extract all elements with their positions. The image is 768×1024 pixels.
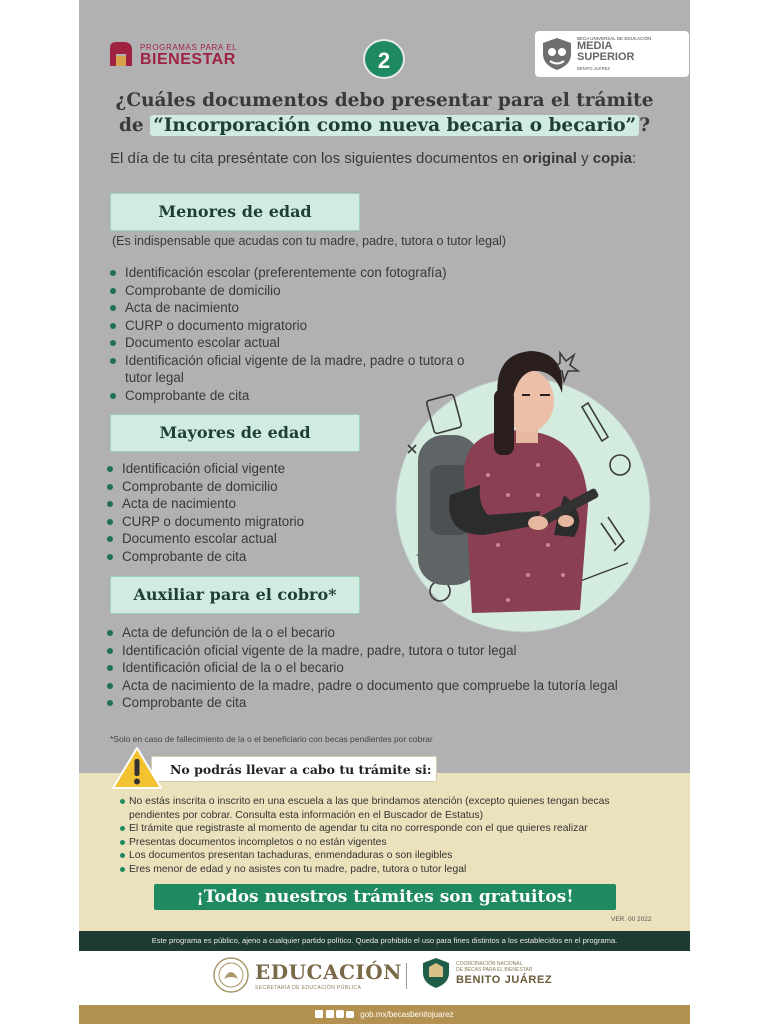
document-item: Identificación oficial vigente de la madre, padre o tutora o tutor legal	[109, 352, 469, 387]
twitter-icon[interactable]	[326, 1010, 334, 1018]
intro-end: :	[631, 150, 637, 167]
document-item: Acta de nacimiento	[106, 495, 406, 513]
adults-document-list	[106, 460, 406, 565]
instagram-icon[interactable]	[336, 1010, 344, 1018]
document-item: CURP o documento migratorio	[106, 513, 406, 531]
minors-note: (Es indispensable que acudas con tu madre, padre, tutora o tutor legal)	[112, 234, 506, 248]
main-question	[79, 88, 690, 138]
document-item: Comprobante de domicilio	[109, 282, 469, 300]
ms-title	[577, 41, 634, 63]
main-panel	[79, 0, 690, 773]
mexico-seal-icon	[213, 957, 249, 993]
document-item: Comprobante de domicilio	[106, 478, 406, 496]
auxiliary-footnote: *Solo en caso de fallecimiento de la o el beneficiario con becas pendientes por cobrar	[110, 734, 433, 744]
intro-mid: y	[576, 150, 593, 167]
document-item: Comprobante de cita	[106, 548, 406, 566]
warning-triangle-icon	[111, 746, 163, 790]
disclaimer-bar: Este programa es público, ajeno a cualquier partido político. Queda prohibido el uso para fines distintos a los establecidos en el programa.	[79, 931, 690, 951]
document-item: Identificación oficial vigente de la madre, padre, tutora o tutor legal	[106, 642, 626, 660]
condition-item: Los documentos presentan tachaduras, enmendaduras o son ilegibles	[119, 849, 659, 863]
section-heading-minors: Menores de edad	[110, 193, 360, 231]
cnb-small-line2: DE BECAS PARA EL BIENESTAR	[456, 967, 533, 973]
question-prefix: de	[118, 115, 151, 136]
intro-main: El día de tu cita preséntate con los siguientes documentos en	[110, 150, 523, 167]
document-item: Identificación escolar (preferentemente con fotografía)	[109, 264, 469, 282]
document-item: CURP o documento migratorio	[109, 317, 469, 335]
condition-item: Presentas documentos incompletos o no están vigentes	[119, 836, 659, 850]
student-illustration	[388, 345, 658, 635]
shield-icon	[542, 37, 572, 71]
question-line2	[79, 113, 690, 138]
youtube-icon[interactable]	[346, 1011, 354, 1018]
document-item: Documento escolar actual	[106, 530, 406, 548]
question-suffix: ?	[639, 115, 651, 136]
document-item: Identificación oficial vigente	[106, 460, 406, 478]
facebook-icon[interactable]	[315, 1010, 323, 1018]
footer-divider	[406, 963, 407, 989]
document-item: Documento escolar actual	[109, 334, 469, 352]
warning-conditions-list	[119, 795, 659, 876]
ms-line3: SUPERIOR	[577, 51, 635, 63]
document-item: Acta de nacimiento de la madre, padre o documento que compruebe la tutoría legal	[106, 677, 626, 695]
intro-original: original	[522, 150, 577, 167]
section-heading-adults: Mayores de edad	[110, 414, 360, 452]
bienestar-big-text: BIENESTAR	[140, 51, 236, 68]
sep-name: EDUCACIÓN	[255, 960, 402, 984]
step-number-badge: 2	[363, 39, 405, 79]
intro-copia: copia	[592, 150, 632, 167]
social-icons	[315, 1010, 356, 1019]
sep-subtitle: SECRETARÍA DE EDUCACIÓN PÚBLICA	[255, 985, 362, 991]
auxiliary-document-list	[106, 624, 626, 712]
question-highlight: “Incorporación como nueva becaria o becario”	[150, 115, 639, 136]
section-heading-auxiliary: Auxiliar para el cobro*	[110, 576, 360, 614]
bienestar-small-text: PROGRAMAS PARA EL	[140, 43, 238, 52]
condition-item: Eres menor de edad y no asistes con tu madre, padre, tutora o tutor legal	[119, 863, 659, 877]
ms-line4: BENITO JUÁREZ	[577, 66, 610, 71]
free-procedures-banner: ¡Todos nuestros trámites son gratuitos!	[154, 884, 616, 910]
bienestar-mark-icon	[110, 42, 132, 66]
question-line1: ¿Cuáles documentos debo presentar para el trámite	[115, 90, 654, 111]
condition-item: No estás inscrita o inscrito en una escuela a las que brindamos atención (excepto quienes tengan becas pendientes por cobrar. Consulta esta información en el Buscador de Estatus)	[119, 795, 659, 822]
cnb-small-text	[456, 961, 532, 973]
media-superior-logo	[535, 31, 689, 77]
ms-line1: BECA UNIVERSAL DE EDUCACIÓN	[577, 36, 652, 41]
cnb-shield-icon	[422, 957, 450, 989]
cnb-name: BENITO JUÁREZ	[456, 974, 553, 986]
document-item: Acta de defunción de la o el becario	[106, 624, 626, 642]
cnb-small-line1: COORDINACIÓN NACIONAL	[456, 961, 523, 967]
document-item: Comprobante de cita	[106, 694, 626, 712]
ms-line2: MEDIA	[577, 40, 613, 52]
document-item: Comprobante de cita	[109, 387, 469, 405]
website-link[interactable]: gob.mx/becasbenitojuarez	[360, 1010, 454, 1019]
condition-item: El trámite que registraste al momento de agendar tu cita no corresponde con el que quieres realizar	[119, 822, 659, 836]
intro-text	[110, 149, 660, 168]
poster	[79, 0, 690, 1024]
document-item: Identificación oficial de la o el becario	[106, 659, 626, 677]
warning-heading: No podrás llevar a cabo tu trámite si:	[151, 756, 437, 782]
document-item: Acta de nacimiento	[109, 299, 469, 317]
social-url-bar	[79, 1005, 690, 1024]
version-label: VER. 00 2022	[611, 916, 652, 923]
